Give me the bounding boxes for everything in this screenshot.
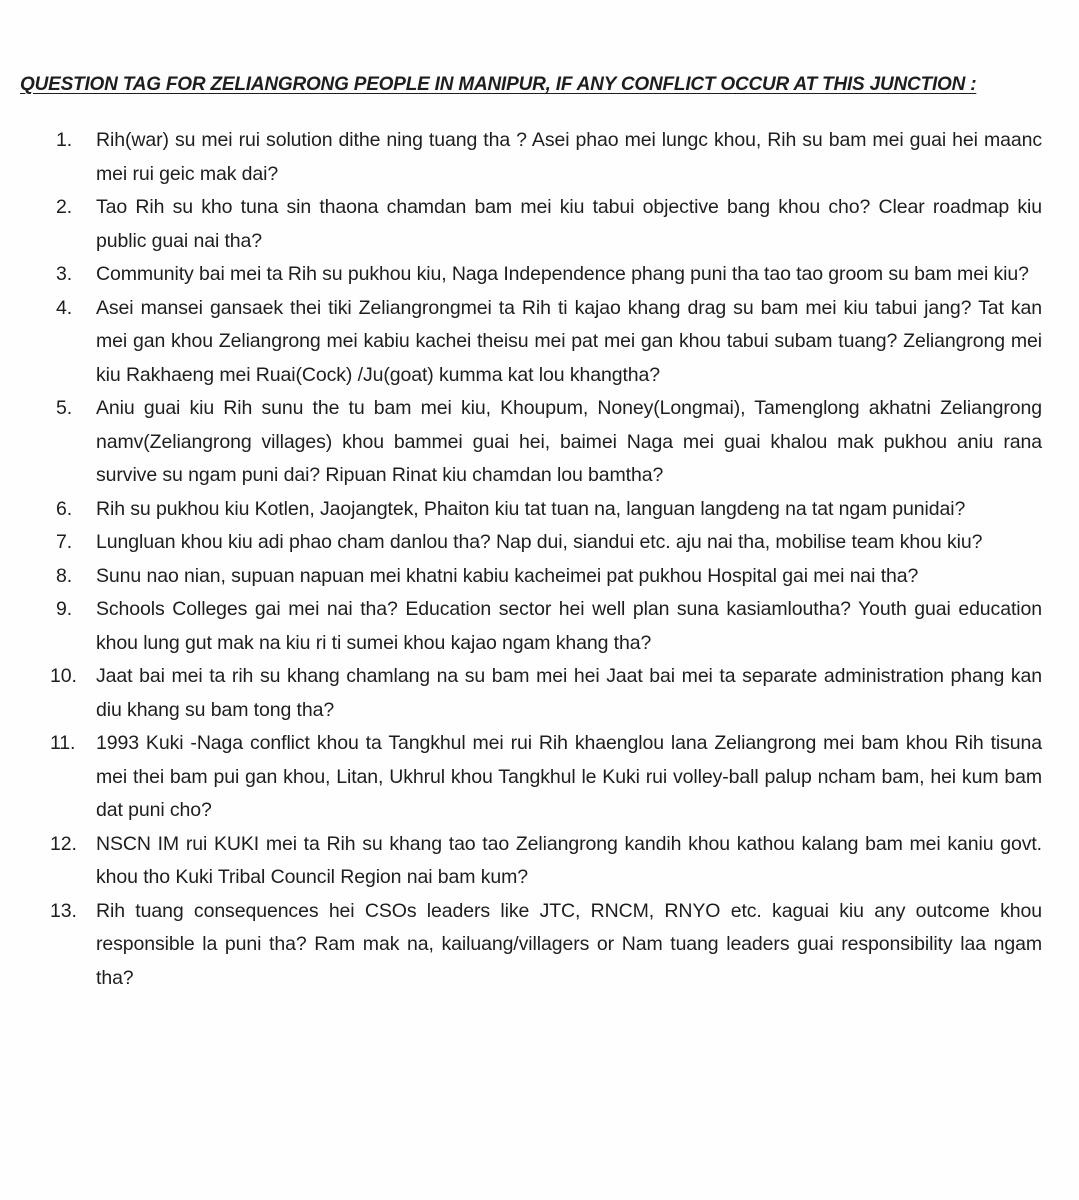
question-text: Community bai mei ta Rih su pukhou kiu, Naga Independence phang puni tha tao tao groom su bam mei kiu? [96, 263, 1029, 285]
question-text: NSCN IM rui KUKI mei ta Rih su khang tao tao Zeliangrong kandih khou kathou kalang bam mei kaniu govt. khou tho Kuki Tribal Council Region nai bam kum? [96, 832, 1042, 888]
question-item [56, 493, 1042, 527]
question-text: 1993 Kuki -Naga conflict khou ta Tangkhul mei rui Rih khaenglou lana Zeliangrong mei bam khou Rih tisuna mei thei bam pui gan khou, Litan, Ukhrul khou Tangkhul le Kuki rui volley-ball palup ncham bam, hei kum bam dat puni cho? [96, 732, 1042, 821]
question-number: 11. [50, 732, 76, 754]
question-number: 8. [56, 564, 73, 587]
question-item [56, 593, 1042, 660]
question-text: Rih su pukhou kiu Kotlen, Jaojangtek, Phaiton kiu tat tuan na, languan langdeng na tat ngam punidai? [96, 497, 966, 520]
question-text: Sunu nao nian, supuan napuan mei khatni kabiu kacheimei pat pukhou Hospital gai mei nai tha? [96, 564, 919, 587]
question-list [50, 124, 1042, 995]
question-number: 6. [56, 497, 73, 520]
question-item [50, 828, 1042, 895]
question-number: 4. [56, 296, 73, 319]
question-number: 3. [56, 263, 73, 285]
question-item [56, 526, 1042, 560]
question-text: Schools Colleges gai mei nai tha? Education sector hei well plan suna kasiamloutha? Youth guai education khou lung gut mak na kiu ri ti sumei khou kajao ngam khang tha? [96, 598, 1042, 654]
question-number: 5. [56, 397, 73, 419]
question-item [56, 124, 1042, 191]
question-item [56, 191, 1042, 258]
question-number: 2. [56, 196, 73, 218]
question-item [56, 258, 1042, 292]
question-text: Jaat bai mei ta rih su khang chamlang na su bam mei hei Jaat bai mei ta separate administration phang kan diu khang su bam tong tha? [96, 665, 1042, 721]
question-text: Rih(war) su mei rui solution dithe ning tuang tha ? Asei phao mei lungc khou, Rih su bam mei guai hei maanc mei rui geic mak dai? [96, 129, 1042, 185]
question-item [50, 660, 1042, 727]
question-item [50, 895, 1042, 996]
question-text: Aniu guai kiu Rih sunu the tu bam mei kiu, Khoupum, Noney(Longmai), Tamenglong akhatni Zeliangrong namv(Zeliangrong villages) khou bammei guai hei, baimei Naga mei guai khalou mak pukhou aniu rana survive su ngam puni dai? Ripuan Rinat kiu chamdan lou bamtha? [96, 397, 1042, 486]
question-number: 10. [50, 665, 77, 687]
question-number: 12. [50, 832, 77, 855]
question-item [50, 727, 1042, 828]
question-number: 9. [56, 598, 73, 620]
question-text: Rih tuang consequences hei CSOs leaders like JTC, RNCM, RNYO etc. kaguai kiu any outcome khou responsible la puni tha? Ram mak na, kailuang/villagers or Nam tuang leaders guai responsibility laa ngam tha? [96, 899, 1042, 989]
question-text: Lungluan khou kiu adi phao cham danlou tha? Nap dui, siandui etc. aju nai tha, mobilise team khou kiu? [96, 531, 983, 553]
question-item [56, 392, 1042, 493]
question-number: 13. [50, 899, 77, 922]
question-text: Asei mansei gansaek thei tiki Zeliangrongmei ta Rih ti kajao khang drag su bam mei kiu tabui jang? Tat kan mei gan khou Zeliangrong mei kabiu kachei theisu mei pat mei gan khou tabui subam tuang? Zeliangrong mei kiu Rakhaeng mei Ruai(Cock) /Ju(goat) kumma kat lou khangtha? [96, 296, 1042, 386]
document-heading: QUESTION TAG FOR ZELIANGRONG PEOPLE IN MANIPUR, IF ANY CONFLICT OCCUR AT THIS JUNCTION : [20, 74, 977, 95]
question-number: 1. [56, 129, 73, 151]
question-item [56, 292, 1042, 393]
question-item [56, 560, 1042, 594]
question-text: Tao Rih su kho tuna sin thaona chamdan bam mei kiu tabui objective bang khou cho? Clear roadmap kiu public guai nai tha? [96, 196, 1042, 252]
question-number: 7. [56, 531, 73, 553]
